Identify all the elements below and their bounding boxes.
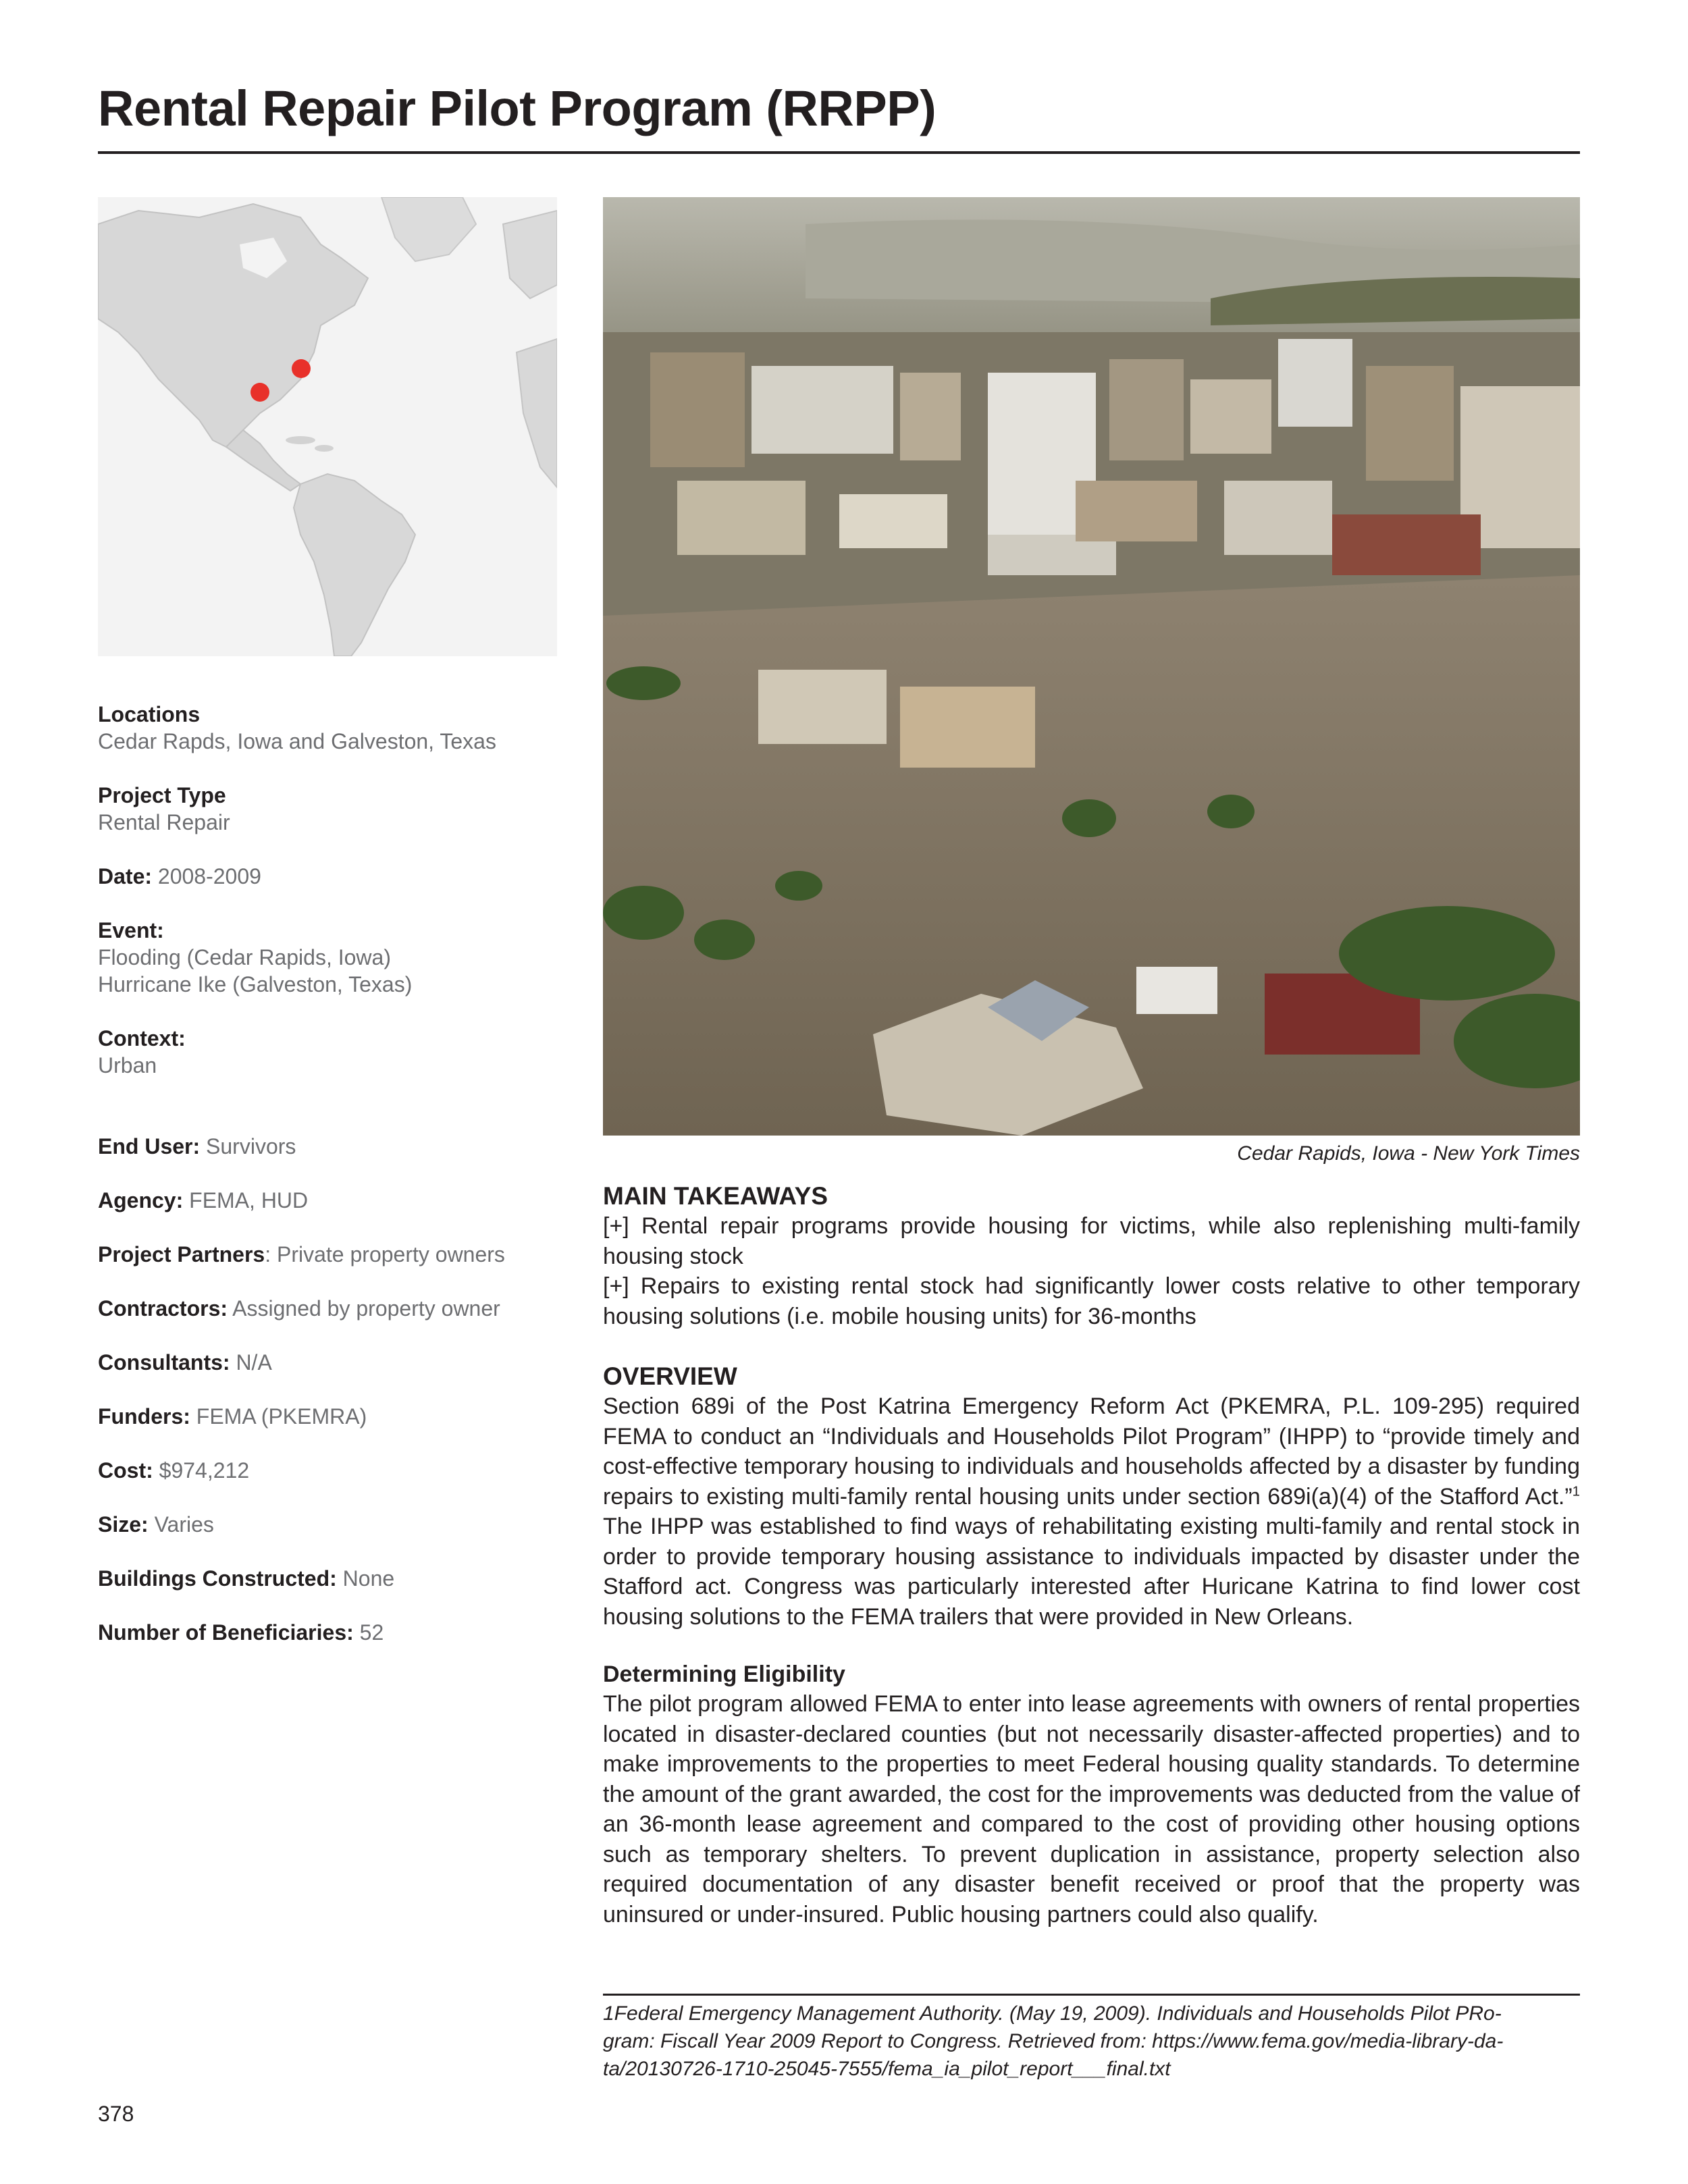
eligibility-section <box>603 1659 1580 1929</box>
fact-date <box>98 863 571 890</box>
fact-event <box>98 917 571 998</box>
map-marker-cedar-rapids <box>292 359 311 378</box>
eligibility-paragraph: The pilot program allowed FEMA to enter into lease agreements with owners of rental properties located in disaster-declared counties (but not necessarily disaster-affected properties) and to make improvements to the properties to meet Federal housing quality standards. To determine the amount of the grant awarded, the cost for the improvements was deducted from the value of an 36-month lease agreement and compared to the cost of providing other housing options such as temporary shelters. To prevent duplication in assistance, property selection also required documentation of any disaster benefit received or proof that the property was uninsured or under-insured. Public housing partners could also qualify. <box>603 1691 1580 1927</box>
fact-value: FEMA (PKEMRA) <box>196 1404 367 1429</box>
fact-value: Rental Repair <box>98 810 230 834</box>
fact-locations <box>98 701 571 755</box>
footnote-line: gram: Fiscall Year 2009 Report to Congress. Retrieved from: https://www.fema.gov/media-library-da- <box>603 2030 1504 2052</box>
footnote-divider <box>603 1994 1580 1996</box>
map-marker-galveston <box>250 383 269 402</box>
fact-project-type <box>98 782 571 836</box>
footnote-reference: 1 <box>1572 1484 1580 1499</box>
page-title: Rental Repair Pilot Program (RRPP) <box>98 80 937 136</box>
fact-agency <box>98 1187 571 1214</box>
fact-label: Size: <box>98 1512 149 1537</box>
fact-value: Hurricane Ike (Galveston, Texas) <box>98 972 413 996</box>
project-facts <box>98 701 571 755</box>
fact-value: N/A <box>236 1350 272 1375</box>
overview-section <box>603 1362 1580 1632</box>
fact-consultants <box>98 1349 571 1376</box>
fact-value: Survivors <box>206 1134 296 1158</box>
flood-photo <box>603 197 1580 1136</box>
fact-end-user <box>98 1133 571 1160</box>
fact-label: Agency: <box>98 1188 184 1213</box>
fact-label: Context: <box>98 1026 186 1050</box>
overview-heading: OVERVIEW <box>603 1362 737 1390</box>
fact-beneficiaries <box>98 1619 571 1646</box>
world-map-graphic <box>98 197 557 656</box>
fact-project-partners <box>98 1241 571 1268</box>
takeaway-item: [+] Rental repair programs provide housing for victims, while also replenishing multi-family housing stock <box>603 1213 1580 1269</box>
footnote-line: ta/20130726-1710-25045-7555/fema_ia_pilot_report___final.txt <box>603 2058 1171 2080</box>
fact-label: Consultants: <box>98 1350 230 1375</box>
fact-label: Buildings Constructed: <box>98 1566 337 1591</box>
fact-value: None <box>342 1566 395 1591</box>
fact-contractors <box>98 1295 571 1322</box>
main-takeaways-section <box>603 1181 1580 1331</box>
fact-label: Number of Beneficiaries: <box>98 1620 354 1645</box>
fact-value: Assigned by property owner <box>232 1296 500 1321</box>
fact-value: Flooding (Cedar Rapids, Iowa) <box>98 945 391 969</box>
eligibility-heading: Determining Eligibility <box>603 1661 845 1687</box>
fact-label: End User: <box>98 1134 201 1158</box>
footnote <box>603 2000 1548 2083</box>
fact-label: Event: <box>98 918 164 942</box>
photo-caption: Cedar Rapids, Iowa - New York Times <box>1237 1142 1580 1165</box>
fact-label: Project Type <box>98 783 226 807</box>
takeaways-heading: MAIN TAKEAWAYS <box>603 1182 828 1210</box>
fact-label: Date: <box>98 864 153 888</box>
location-map <box>98 197 557 656</box>
fact-value: Urban <box>98 1053 157 1077</box>
fact-label: Locations <box>98 702 201 726</box>
flood-aerial-image <box>603 197 1580 1136</box>
fact-funders <box>98 1403 571 1430</box>
fact-value: FEMA, HUD <box>189 1188 309 1213</box>
title-divider <box>98 151 1580 154</box>
fact-label: Contractors: <box>98 1296 228 1321</box>
fact-value: : Private property owners <box>265 1242 505 1267</box>
fact-buildings-constructed <box>98 1565 571 1592</box>
fact-size <box>98 1511 571 1538</box>
fact-value: 52 <box>359 1620 384 1645</box>
overview-text: Section 689i of the Post Katrina Emergency Reform Act (PKEMRA, P.L. 109-295) required FEMA to conduct an “Individuals and Households Pilot Program” (IHPP) to “provide timely and cost-effective temporary housing to individuals and households affected by a disaster by funding repairs to existing multi-family rental housing units under section 689i(a)(4) of the Stafford Act.” <box>603 1393 1580 1510</box>
fact-value: Cedar Rapds, Iowa and Galveston, Texas <box>98 729 496 753</box>
page-number: 378 <box>98 2102 134 2126</box>
fact-label: Cost: <box>98 1458 153 1483</box>
fact-label: Project Partners <box>98 1242 265 1267</box>
fact-cost <box>98 1457 571 1484</box>
overview-text-continued: The IHPP was established to find ways of rehabilitating existing multi-family and rental stock in order to provide temporary housing assistance to individuals impacted by disaster under the Stafford act. Congress was particularly interested after Huricane Katrina to find lower cost housing solutions to the FEMA trailers that were provided in New Orleans. <box>603 1514 1580 1630</box>
fact-context <box>98 1025 571 1079</box>
fact-value: 2008-2009 <box>157 864 261 888</box>
fact-value: Varies <box>154 1512 214 1537</box>
fact-label: Funders: <box>98 1404 190 1429</box>
overview-paragraph <box>603 1391 1580 1632</box>
footnote-line: 1Federal Emergency Management Authority. (May 19, 2009). Individuals and Households Pilot PRo- <box>603 2002 1502 2025</box>
fact-value: $974,212 <box>159 1458 250 1483</box>
takeaway-item: [+] Repairs to existing rental stock had significantly lower costs relative to other temporary housing solutions (i.e. mobile housing units) for 36-months <box>603 1273 1580 1329</box>
